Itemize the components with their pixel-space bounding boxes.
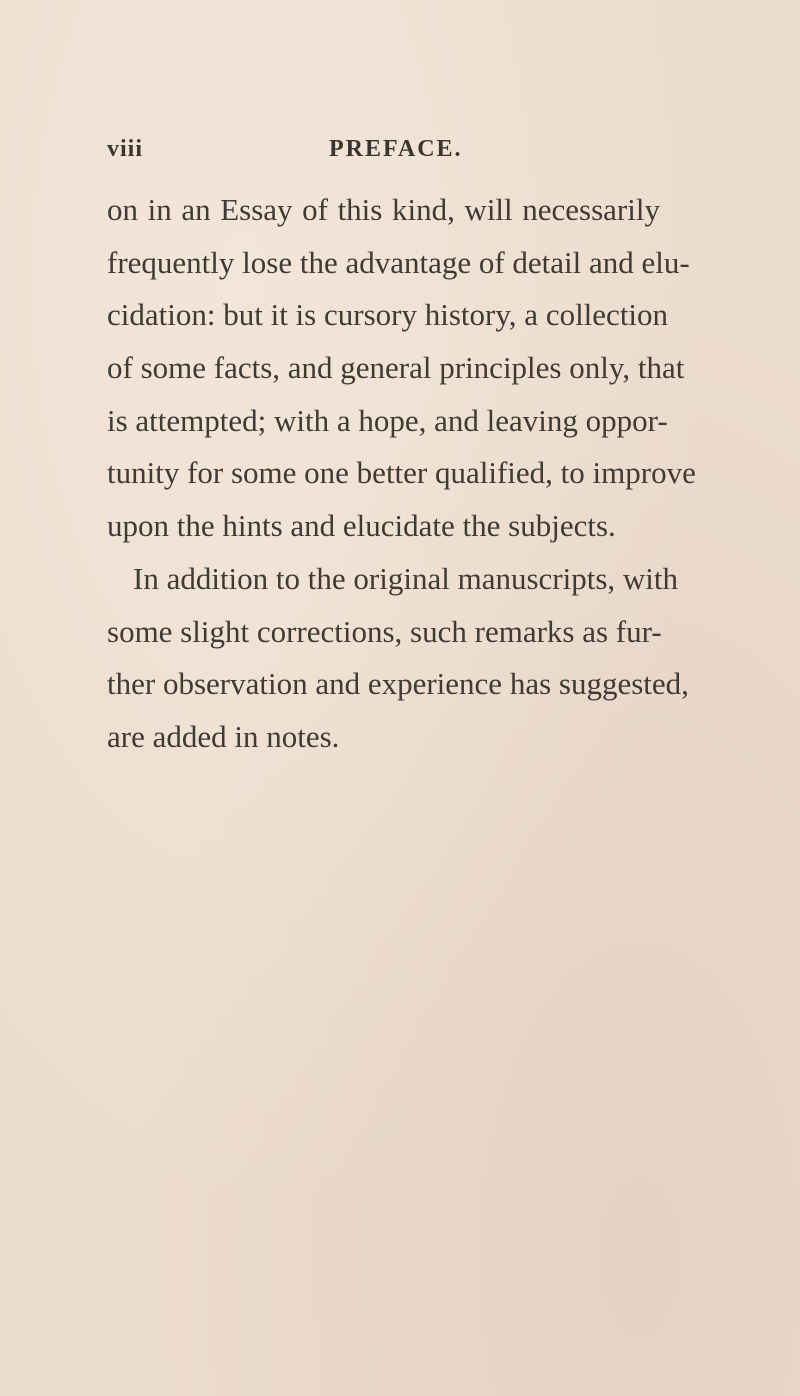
text-line: cidation: but it is cursory history, a collection xyxy=(107,297,669,333)
text-line: is attempted; with a hope, and leaving oppor- xyxy=(107,402,668,438)
running-head xyxy=(107,136,667,176)
body-text xyxy=(107,184,696,764)
text-line: In addition to the original manuscripts, with xyxy=(133,560,678,596)
text-line: some slight corrections, such remarks as fur- xyxy=(107,613,662,649)
text-line: ther observation and experience has suggested, xyxy=(107,666,689,702)
text-line: upon the hints and elucidate the subjects. xyxy=(107,508,616,544)
text-line: are added in notes. xyxy=(107,718,340,754)
text-line: frequently lose the advantage of detail and elu- xyxy=(107,244,690,280)
text-line: of some facts, and general principles only, that xyxy=(107,350,685,386)
running-title: PREFACE. xyxy=(329,136,463,162)
page-number: viii xyxy=(107,136,144,162)
text-line: on in an Essay of this kind, will necessarily xyxy=(107,192,660,227)
text-line: tunity for some one better qualified, to improve xyxy=(107,455,696,491)
